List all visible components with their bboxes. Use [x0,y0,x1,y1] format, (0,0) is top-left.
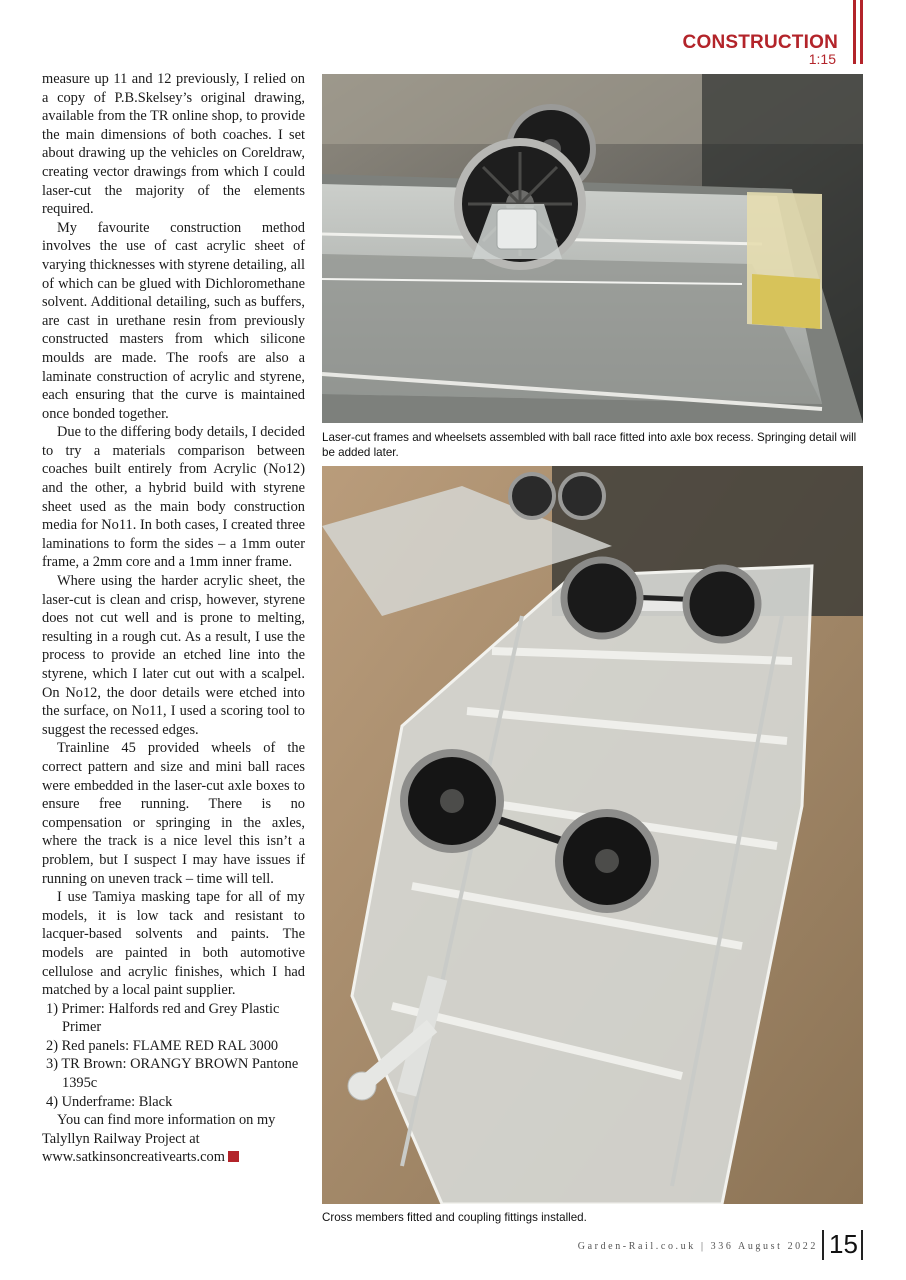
section-scale: 1:15 [808,51,836,67]
end-mark [228,1151,239,1162]
footer-rule [822,1230,824,1260]
section-title: CONSTRUCTION [682,32,838,53]
paint-list-item: 2) Red panels: FLAME RED RAL 3000 [46,1037,279,1054]
figure-caption: Laser-cut frames and wheelsets assembled with ball race fitted into axle box recess. Springing detail will be added later. [322,431,857,459]
closing-paragraph [42,1111,305,1167]
article-paragraph: Due to the differing body details, I decided to try a materials comparison between coaches built entirely from Acrylic (No12) and the other, a hybrid build with styrene sheet used as the main body construction media for No11. In both cases, I created three laminations to form the sides – a 1mm outer frame, a 2mm core and a 1mm inner frame. [42,424,305,571]
paint-list-item: 4) Underframe: Black [46,1093,173,1110]
paint-list-item: 3) TR Brown: ORANGY BROWN Pantone 1395c [46,1056,299,1092]
header-accent-bar [860,0,863,64]
article-paragraph: My favourite construction method involves the use of cast acrylic sheet of varying thicknesses with styrene detailing, all of which can be glued with Dichloromethane solvent. Additional detailing, such as buffers, are cast in urethane resin from previously constructed masters from which silicone moulds are made. The roofs are also a laminate construction of acrylic and styrene, each ensuring that the curve is maintained once bonded together. [42,219,305,422]
figure-caption: Cross members fitted and coupling fittings installed. [322,1211,587,1224]
article-paragraph: I use Tamiya masking tape for all of my models, it is low tack and resistant to lacquer-based solvents and paints. The models are painted in both automotive cellulose and acrylic finishes, which I had matched by a local paint supplier. [42,889,305,999]
article-column [42,70,305,1167]
article-paragraph: measure up 11 and 12 previously, I relied on a copy of P.B.Skelsey’s original drawing, available from the TR online shop, to provide the main dimensions of both coaches. I set about drawing up the vehicles on Coreldraw, creating vector drawings from which I could laser-cut the majority of the elements required. [42,71,305,218]
header-accent-bar [853,0,856,64]
footer-rule [861,1230,863,1260]
article-paragraph: Trainline 45 provided wheels of the correct pattern and size and mini ball races were embedded in the laser-cut axle boxes to ensure free running. There is no compensation or springing in the axles, where the track is a nice level this isn’t a problem, but I suspect I may have issues if running on uneven track – time will tell. [42,740,305,887]
page-number: 15 [829,1229,858,1259]
article-paragraph: Where using the harder acrylic sheet, the laser-cut is clean and crisp, however, styrene does not cut well and is prone to melting, resulting in a rough cut. As a result, I use the process to provide an etched line into the styrene, which I later cut out with a scalpel. On No12, the door details were etched into the surface, on No11, I used a scoring tool to suggest the recessed edges. [42,573,305,738]
photo-frames-wheelsets [322,74,863,423]
footer-credit: Garden-Rail.co.uk | 336 August 2022 [577,1241,818,1252]
photo-cross-members [322,466,863,1204]
paint-list-item: 1) Primer: Halfords red and Grey Plastic Primer [46,1000,280,1036]
closing-text: You can find more information on my Talyllyn Railway Project at www.satkinsoncreativearts.com [42,1112,276,1166]
